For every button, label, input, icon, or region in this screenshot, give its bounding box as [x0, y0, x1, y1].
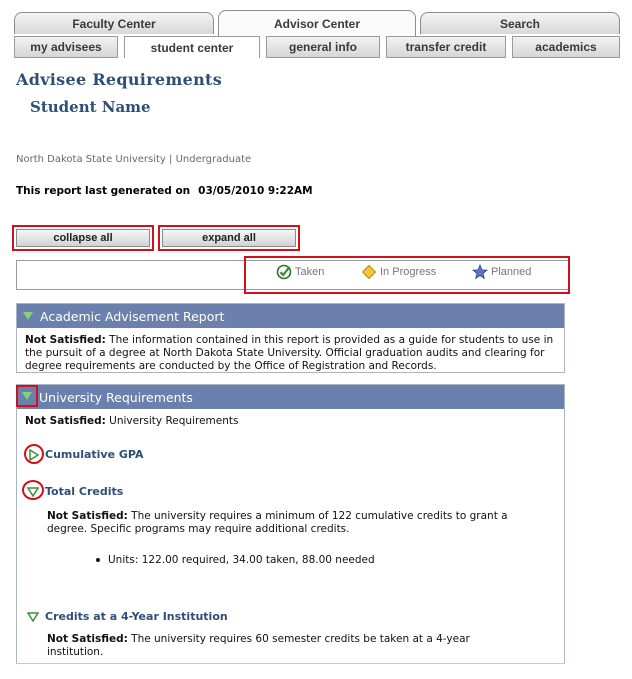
university-toggle-highlight[interactable]	[16, 385, 38, 407]
collapse-triangle-icon[interactable]	[22, 392, 32, 400]
report-generated-datetime: 03/05/2010 9:22AM	[198, 185, 313, 197]
academic-advisement-header[interactable]	[17, 304, 564, 328]
divider	[16, 663, 565, 664]
collapse-triangle-icon[interactable]	[27, 612, 39, 622]
total-credits-heading[interactable]	[27, 485, 123, 498]
page-title: Advisee Requirements	[16, 70, 223, 89]
academic-advisement-text: The information contained in this report is provided as a guide for students to use in the pursuit of a degree at North Dakota State University. Official graduation audits and clearing for degree requirements are conducted by the Office of Registration and Records.	[25, 334, 554, 372]
subtab-student-center[interactable]: student center	[124, 36, 260, 58]
university-requirements-text: University Requirements	[109, 415, 239, 427]
bullet-icon	[96, 558, 100, 562]
university-requirements-title: University Requirements	[39, 389, 193, 405]
academic-advisement-panel	[16, 303, 565, 373]
legend-taken-label: Taken	[295, 266, 325, 278]
total-credits-description	[47, 510, 547, 536]
legend-in-progress	[361, 264, 436, 280]
total-credits-title: Total Credits	[45, 485, 124, 498]
academic-advisement-body	[17, 328, 564, 379]
collapse-triangle-icon[interactable]	[23, 312, 33, 320]
top-tab-bar	[14, 10, 620, 34]
collapse-all-button[interactable]: collapse all	[16, 229, 150, 247]
tab-advisor-center[interactable]: Advisor Center	[218, 10, 416, 36]
university-requirements-header[interactable]	[17, 385, 564, 409]
report-generated	[16, 185, 313, 197]
subtab-transfer-credit[interactable]: transfer credit	[386, 36, 506, 58]
planned-star-icon	[472, 264, 488, 280]
in-progress-diamond-icon	[361, 264, 377, 280]
four-year-credits-title: Credits at a 4-Year Institution	[45, 610, 228, 623]
legend-taken	[276, 264, 324, 280]
sub-tab-bar	[14, 36, 620, 58]
four-year-credits-description	[47, 633, 527, 659]
student-name: Student Name	[30, 98, 151, 116]
four-year-credits-text: The university requires 60 semester credits be taken at a 4-year institution.	[47, 633, 470, 658]
status-label: Not Satisfied:	[47, 633, 128, 645]
collapse-triangle-icon[interactable]	[27, 487, 39, 497]
expand-all-highlight	[158, 225, 300, 251]
report-generated-label: This report last generated on	[16, 185, 191, 197]
cumulative-gpa-heading[interactable]	[29, 448, 143, 461]
total-credits-units-text: Units: 122.00 required, 34.00 taken, 88.00 needed	[108, 554, 375, 566]
status-label: Not Satisfied:	[25, 415, 106, 427]
institution-label: North Dakota State University | Undergraduate	[16, 154, 252, 165]
status-label: Not Satisfied:	[25, 334, 106, 346]
tab-faculty-center[interactable]: Faculty Center	[14, 12, 214, 34]
expand-triangle-icon[interactable]	[29, 449, 39, 461]
tab-search[interactable]: Search	[420, 12, 620, 34]
academic-advisement-title: Academic Advisement Report	[40, 308, 225, 324]
legend-planned	[472, 264, 531, 280]
subtab-general-info[interactable]: general info	[266, 36, 380, 58]
subtab-academics[interactable]: academics	[512, 36, 620, 58]
subtab-my-advisees[interactable]: my advisees	[14, 36, 118, 58]
cumulative-gpa-title: Cumulative GPA	[45, 448, 144, 461]
four-year-credits-heading[interactable]	[27, 610, 228, 623]
total-credits-text: The university requires a minimum of 122 cumulative credits to grant a degree. Specific programs may require additional credits.	[47, 510, 508, 535]
collapse-all-highlight	[12, 225, 154, 251]
status-label: Not Satisfied:	[47, 510, 128, 522]
legend-planned-label: Planned	[491, 266, 532, 278]
total-credits-units	[96, 554, 375, 566]
taken-check-icon	[276, 264, 292, 280]
legend-in-progress-label: In Progress	[380, 266, 437, 278]
university-requirements-body	[17, 409, 564, 434]
expand-all-button[interactable]: expand all	[162, 229, 296, 247]
